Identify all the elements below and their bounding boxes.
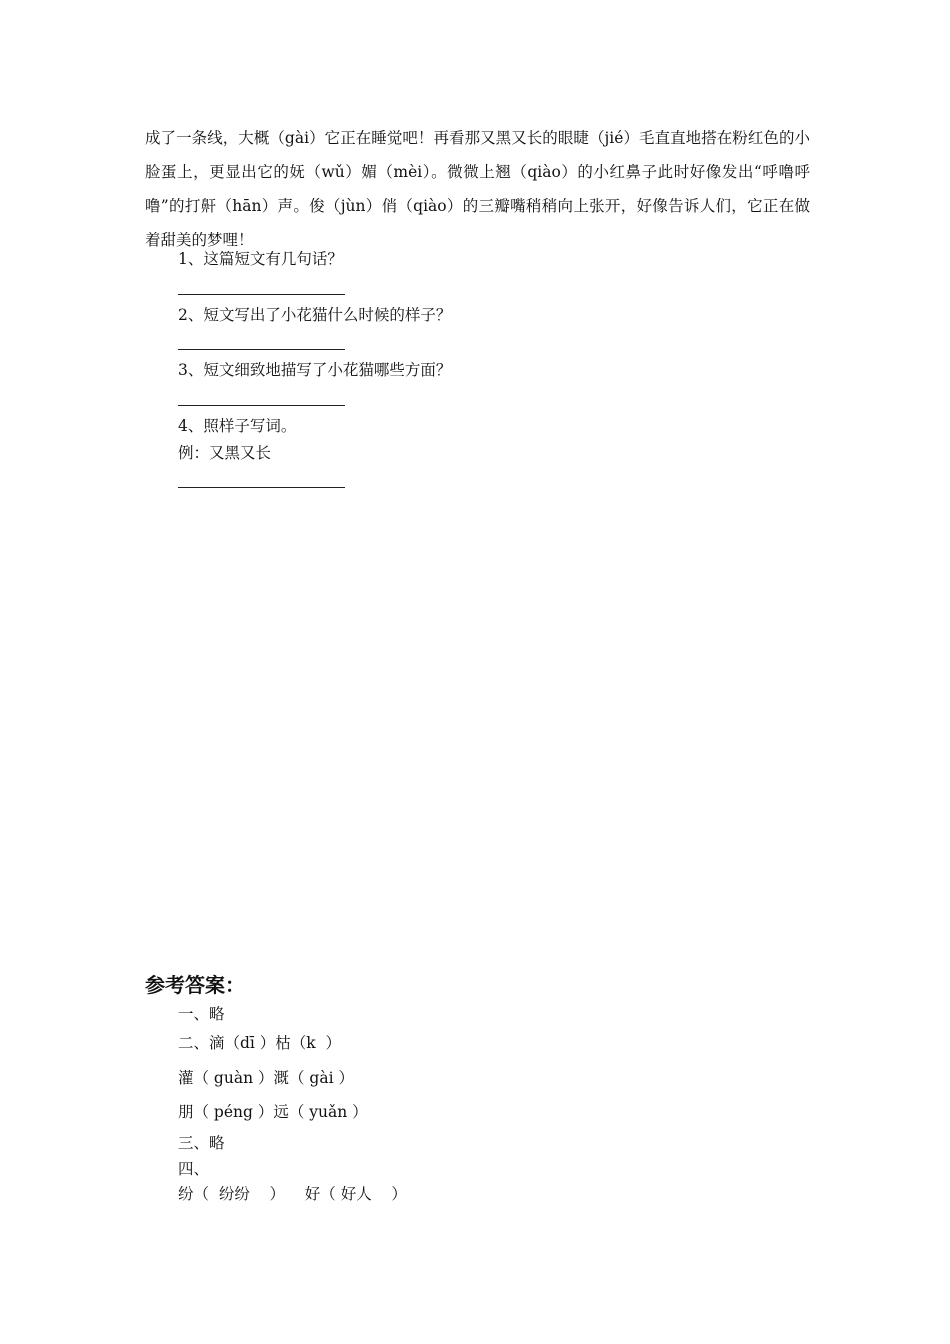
answer-line-5: 三、略 xyxy=(178,1134,225,1152)
answer-line-6: 四、 xyxy=(178,1160,210,1178)
answer-line-4: 朋（ péng ）远（ yuǎn ） xyxy=(178,1103,368,1121)
answer-blank-3[interactable] xyxy=(178,405,345,406)
answer-line-7: 纷（ 纷纷 ） 好（ 好人 ） xyxy=(178,1185,407,1203)
example-text: 例：又黑又长 xyxy=(178,444,272,462)
story-passage: 成了一条线，大概（gài）它正在睡觉吧！再看那又黑又长的眼睫（jié）毛直直地搭在粉红色的小脸蛋上，更显出它的妩（wǔ）媚（mèi）。微微上翘（qiào）的小红鼻子此时好像发出“呼噜呼噜”的打鼾（hān）声。俊（jùn）俏（qiào）的三瓣嘴稍稍向上张开，好像告诉人们，它正在做着甜美的梦哩！ xyxy=(145,129,810,249)
question-3: 3、短文细致地描写了小花猫哪些方面？ xyxy=(178,361,452,379)
answer-line-2: 二、滴（dī ）枯（k ） xyxy=(178,1034,342,1052)
question-1: 1、这篇短文有几句话？ xyxy=(178,250,343,268)
answer-key-title: 参考答案： xyxy=(145,973,245,997)
answer-blank-1[interactable] xyxy=(178,294,345,295)
question-2: 2、短文写出了小花猫什么时候的样子？ xyxy=(178,306,452,324)
answer-line-1: 一、略 xyxy=(178,1005,225,1023)
answer-blank-2[interactable] xyxy=(178,349,345,350)
question-4: 4、照样子写词。 xyxy=(178,417,297,435)
answer-line-3: 灌（ guàn ）溉（ gài ） xyxy=(178,1069,354,1087)
answer-blank-4[interactable] xyxy=(178,487,345,488)
